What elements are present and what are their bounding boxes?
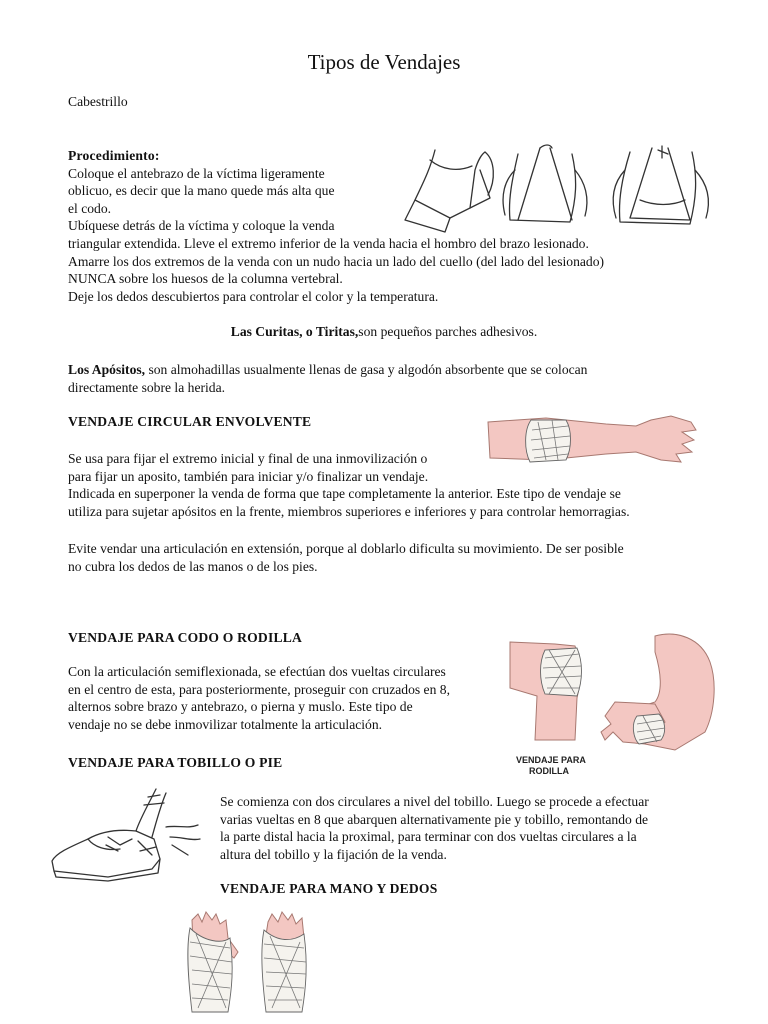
section-heading-mano: VENDAJE PARA MANO Y DEDOS bbox=[220, 881, 438, 896]
circular-note-line: no cubra los dedos de las manos o de los pies. bbox=[68, 558, 318, 574]
tobillo-line: Se comienza con dos circulares a nivel del tobillo. Luego se procede a efectuar bbox=[220, 794, 649, 809]
hand-bandage-illustration bbox=[182, 908, 322, 1020]
page-title: Tipos de Vendajes bbox=[307, 50, 461, 74]
proc-line: Amarre los dos extremos de la venda con un nudo hacia un lado del cuello (del lado del lesionado) bbox=[68, 253, 605, 269]
codo-paragraph bbox=[68, 663, 450, 733]
tobillo-line: varias vueltas en 8 que abarquen alternativamente pie y tobillo, remontando de bbox=[220, 811, 649, 827]
proc-line: Coloque el antebrazo de la víctima ligeramente bbox=[68, 165, 325, 181]
section-heading-tobillo: VENDAJE PARA TOBILLO O PIE bbox=[68, 755, 283, 770]
proc-line: NUNCA sobre los huesos de la columna vertebral. bbox=[68, 271, 343, 287]
section-heading-codo: VENDAJE PARA CODO O RODILLA bbox=[68, 630, 302, 645]
sling-illustration bbox=[400, 140, 725, 235]
codo-line: en el centro de esta, para posteriormente, proseguir con cruzados en 8, bbox=[68, 681, 450, 697]
proc-line: triangular extendida. Lleve el extremo inferior de la venda hacia el hombro del brazo lesionado. bbox=[68, 235, 589, 251]
circular-bandage-arm-illustration bbox=[486, 410, 701, 475]
procedimiento-heading: Procedimiento: bbox=[68, 148, 160, 163]
apositos-paragraph bbox=[68, 361, 587, 396]
apositos-bold: Los Apósitos, bbox=[68, 362, 146, 377]
circular-note-line: Evite vendar una articulación en extensión, porque al doblarlo dificulta su movimiento. De ser posible bbox=[68, 541, 624, 556]
curitas-line bbox=[0, 323, 768, 341]
proc-line: Deje los dedos descubiertos para controlar el color y la temperatura. bbox=[68, 288, 439, 304]
curitas-rest: son pequeños parches adhesivos. bbox=[358, 324, 538, 339]
ankle-bandage-foot-illustration bbox=[48, 785, 213, 885]
curitas-bold: Las Curitas, o Tiritas, bbox=[230, 324, 359, 339]
circular-line: Se usa para fijar el extremo inicial y final de una inmovilización o bbox=[68, 451, 428, 466]
apositos-rest: son almohadillas usualmente llenas de gasa y algodón absorbente que se colocan bbox=[145, 362, 588, 377]
proc-line: oblicuo, es decir que la mano quede más alta que bbox=[68, 183, 335, 199]
section-heading-circular: VENDAJE CIRCULAR ENVOLVENTE bbox=[68, 414, 312, 429]
circular-note bbox=[68, 540, 624, 575]
proc-line: el codo. bbox=[68, 200, 112, 216]
circular-line: Indicada en superponer la venda de forma que tape completamente la anterior. Este tipo de vendaje se bbox=[68, 486, 621, 502]
codo-line: alternos sobre brazo y antebrazo, o pierna y muslo. Este tipo de bbox=[68, 699, 413, 715]
circular-line: para fijar un aposito, también para iniciar y/o finalizar un vendaje. bbox=[68, 468, 429, 484]
codo-line: vendaje no se debe inmovilizar totalmente la articulación. bbox=[68, 716, 383, 732]
cabestrillo-label: Cabestrillo bbox=[68, 94, 128, 109]
tobillo-line: la parte distal hacia la proximal, para terminar con dos vueltas circulares a la bbox=[220, 829, 637, 845]
figure-label-line: RODILLA bbox=[529, 766, 569, 776]
tobillo-line: altura del tobillo y la fijación de la venda. bbox=[220, 846, 447, 862]
figure-label-line: VENDAJE PARA bbox=[516, 755, 586, 765]
proc-line: Ubíquese detrás de la víctima y coloque la venda bbox=[68, 218, 335, 234]
knee-elbow-bandage-illustration bbox=[505, 632, 720, 782]
circular-line: utiliza para sujetar apósitos en la frente, miembros superiores e inferiores y para controlar hemorragias. bbox=[68, 503, 630, 519]
codo-line: Con la articulación semiflexionada, se efectúan dos vueltas circulares bbox=[68, 664, 446, 679]
tobillo-paragraph bbox=[220, 793, 649, 863]
apositos-line: directamente sobre la herida. bbox=[68, 379, 226, 395]
